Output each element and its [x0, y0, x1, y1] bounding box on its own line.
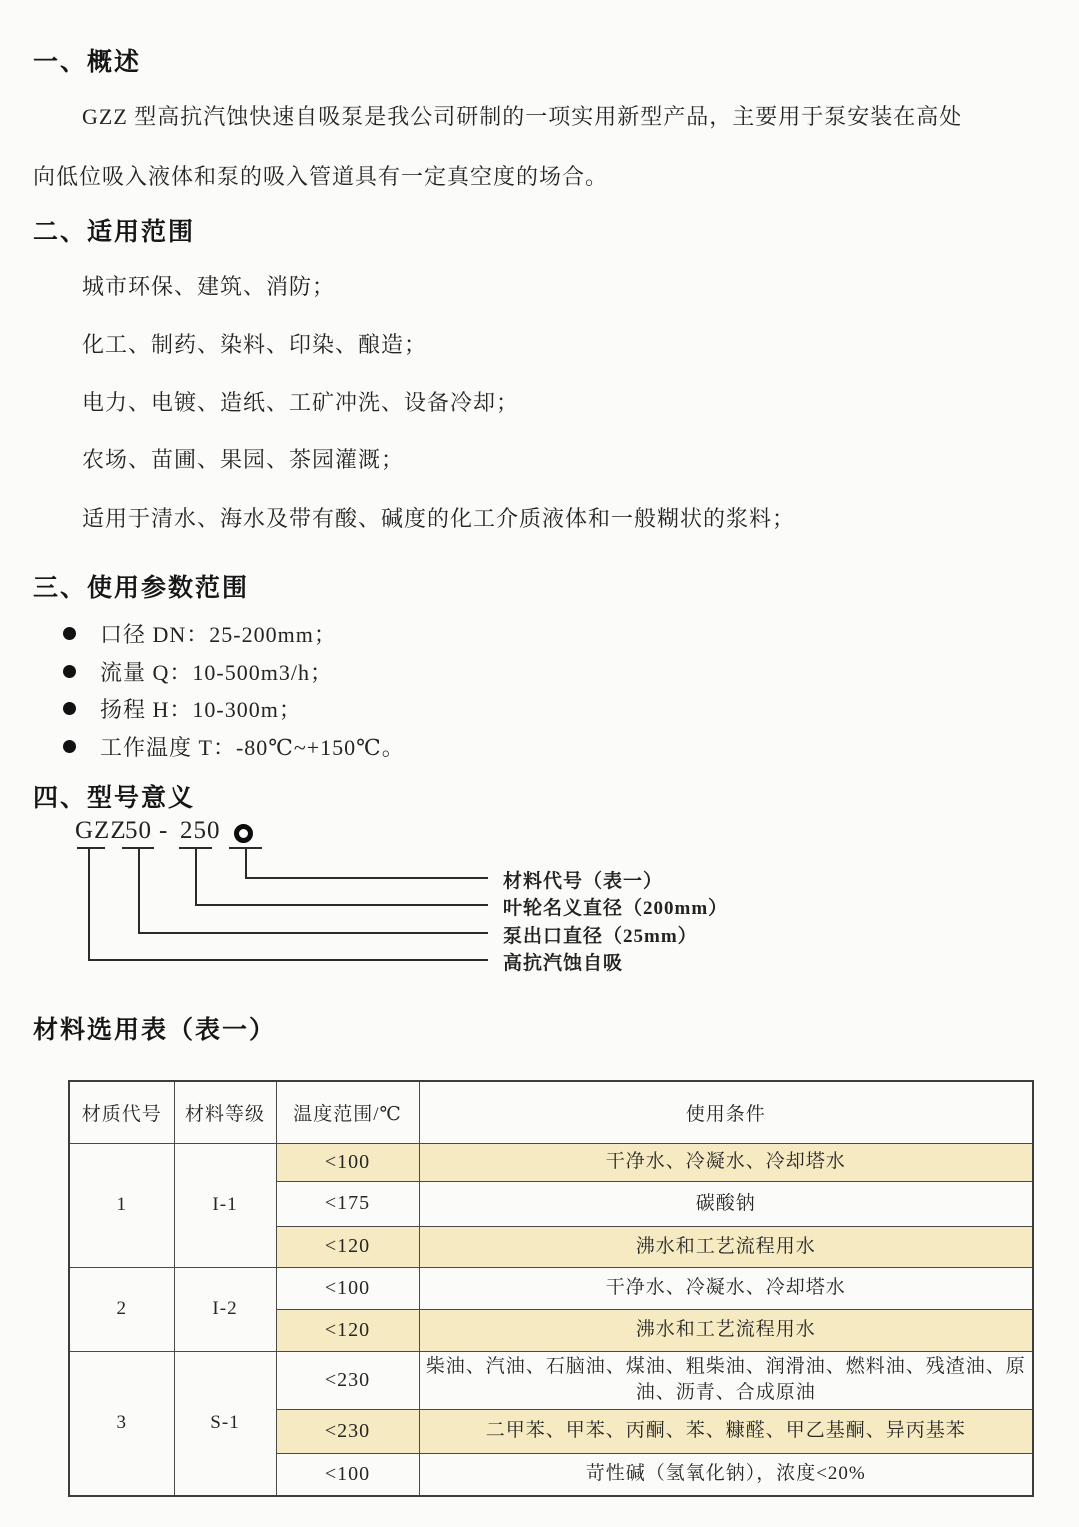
- material-code-cell: 2: [69, 1267, 174, 1351]
- temp-cell: <100: [276, 1143, 419, 1181]
- material-grade-cell: I-2: [174, 1267, 276, 1351]
- col-header-temp-range: 温度范围/℃: [276, 1081, 419, 1143]
- param-text: 工作温度 T：-80℃~+150℃。: [100, 734, 405, 760]
- temp-cell: <120: [276, 1309, 419, 1351]
- connector-line: [88, 848, 90, 961]
- param-item: [63, 693, 302, 723]
- condition-cell: 沸水和工艺流程用水: [419, 1309, 1033, 1351]
- connector-line: [88, 959, 488, 961]
- model-label-type: 高抗汽蚀自吸: [503, 953, 624, 974]
- param-text: 扬程 H：10-300m；: [100, 696, 302, 722]
- table-title: 材料选用表（表一）: [33, 1016, 277, 1044]
- overview-paragraph-line1: GZZ 型高抗汽蚀快速自吸泵是我公司研制的一项实用新型产品，主要用于泵安装在高处: [82, 104, 963, 129]
- param-text: 口径 DN：25-200mm；: [100, 621, 337, 647]
- material-grade-cell: S-1: [174, 1351, 276, 1496]
- overview-paragraph-line2: 向低位吸入液体和泵的吸入管道具有一定真空度的场合。: [33, 164, 609, 189]
- connector-line: [195, 904, 488, 906]
- table-header-row: [69, 1081, 1033, 1143]
- condition-cell: 碳酸钠: [419, 1181, 1033, 1226]
- bullet-icon: [63, 627, 76, 640]
- model-label-outlet: 泵出口直径（25mm）: [503, 926, 698, 947]
- section-heading-model: 四、型号意义: [33, 784, 196, 812]
- section-heading-params: 三、使用参数范围: [33, 574, 250, 602]
- table-row: [69, 1351, 1033, 1409]
- temp-cell: <175: [276, 1181, 419, 1226]
- condition-cell: 沸水和工艺流程用水: [419, 1226, 1033, 1267]
- section-heading-overview: 一、概述: [33, 48, 142, 76]
- param-item: [63, 656, 333, 686]
- bullet-icon: [63, 665, 76, 678]
- temp-cell: <100: [276, 1267, 419, 1309]
- material-code-cell: 1: [69, 1143, 174, 1267]
- connector-line: [138, 848, 140, 934]
- model-code-outlet: 50: [125, 817, 152, 844]
- table-row: [69, 1267, 1033, 1309]
- condition-cell: 干净水、冷凝水、冷却塔水: [419, 1143, 1033, 1181]
- condition-cell: 干净水、冷凝水、冷却塔水: [419, 1267, 1033, 1309]
- model-label-impeller: 叶轮名义直径（200mm）: [503, 898, 729, 919]
- temp-cell: <100: [276, 1453, 419, 1496]
- model-code-impeller: 250: [180, 817, 221, 844]
- table-row: [69, 1143, 1033, 1181]
- temp-cell: <230: [276, 1351, 419, 1409]
- scope-item: 农场、苗圃、果园、茶园灌溉；: [82, 447, 405, 472]
- col-header-use-condition: 使用条件: [419, 1081, 1033, 1143]
- model-code-dash: -: [159, 817, 169, 844]
- material-table: [68, 1080, 1034, 1497]
- scope-item: 化工、制药、染料、印染、酿造；: [82, 332, 428, 357]
- connector-line: [245, 877, 488, 879]
- bullet-icon: [63, 740, 76, 753]
- model-label-material: 材料代号（表一）: [503, 871, 664, 892]
- model-code-prefix: GZZ: [75, 817, 127, 844]
- section-heading-scope: 二、适用范围: [33, 218, 196, 246]
- underline-mark: [77, 847, 105, 849]
- col-header-material-code: 材质代号: [69, 1081, 174, 1143]
- scope-item: 电力、电镀、造纸、工矿冲洗、设备冷却；: [82, 390, 520, 415]
- material-code-cell: 3: [69, 1351, 174, 1496]
- scope-item: 适用于清水、海水及带有酸、碱度的化工介质液体和一般糊状的浆料；: [82, 506, 796, 531]
- param-item: [63, 731, 405, 761]
- connector-line: [195, 848, 197, 906]
- param-item: [63, 618, 337, 648]
- param-text: 流量 Q：10-500m3/h；: [100, 659, 333, 685]
- condition-cell: 柴油、汽油、石脑油、煤油、粗柴油、润滑油、燃料油、残渣油、原油、沥青、合成原油: [419, 1351, 1033, 1409]
- connector-line: [245, 848, 247, 879]
- temp-cell: <230: [276, 1409, 419, 1453]
- temp-cell: <120: [276, 1226, 419, 1267]
- condition-cell: 苛性碱（氢氧化钠），浓度<20%: [419, 1453, 1033, 1496]
- connector-line: [138, 932, 488, 934]
- material-grade-cell: I-1: [174, 1143, 276, 1267]
- col-header-material-grade: 材料等级: [174, 1081, 276, 1143]
- condition-cell: 二甲苯、甲苯、丙酮、苯、糠醛、甲乙基酮、异丙基苯: [419, 1409, 1033, 1453]
- scope-item: 城市环保、建筑、消防；: [82, 274, 336, 299]
- bullet-icon: [63, 702, 76, 715]
- material-code-ring-icon: [234, 824, 253, 843]
